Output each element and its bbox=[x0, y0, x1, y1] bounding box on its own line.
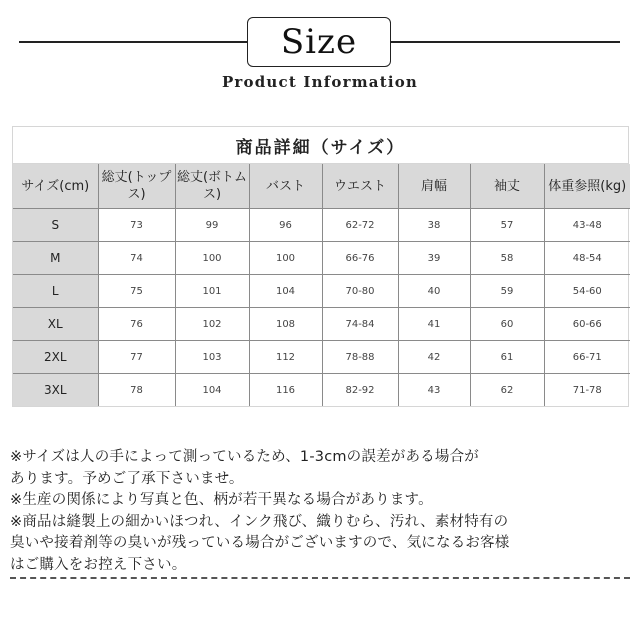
size-label: S bbox=[13, 209, 98, 242]
table-cell: 59 bbox=[470, 275, 544, 308]
table-cell: 101 bbox=[175, 275, 249, 308]
table-cell: 104 bbox=[249, 275, 322, 308]
table-cell: 58 bbox=[470, 242, 544, 275]
size-chart bbox=[13, 164, 630, 406]
header-divider-right bbox=[391, 41, 620, 43]
table-cell: 41 bbox=[398, 308, 470, 341]
table-cell: 54-60 bbox=[544, 275, 630, 308]
column-header: 総丈(トップス) bbox=[98, 164, 175, 209]
table-cell: 60-66 bbox=[544, 308, 630, 341]
table-row bbox=[13, 374, 630, 407]
product-information-subtitle: Product Information bbox=[221, 73, 419, 91]
table-cell: 70-80 bbox=[322, 275, 398, 308]
note-line: あります。予めご了承下さいませ。 bbox=[10, 470, 244, 487]
table-cell: 102 bbox=[175, 308, 249, 341]
table-row bbox=[13, 209, 630, 242]
table-cell: 61 bbox=[470, 341, 544, 374]
size-label: L bbox=[13, 275, 98, 308]
table-cell: 78 bbox=[98, 374, 175, 407]
table-cell: 60 bbox=[470, 308, 544, 341]
table-cell: 39 bbox=[398, 242, 470, 275]
table-cell: 100 bbox=[249, 242, 322, 275]
column-header: ウエスト bbox=[322, 164, 398, 209]
table-cell: 43 bbox=[398, 374, 470, 407]
table-cell: 75 bbox=[98, 275, 175, 308]
table-row bbox=[13, 275, 630, 308]
dashed-divider bbox=[10, 577, 630, 579]
table-header-row bbox=[13, 164, 630, 209]
note-line: ※生産の関係により写真と色、柄が若干異なる場合があります。 bbox=[10, 492, 433, 508]
size-label: 2XL bbox=[13, 341, 98, 374]
size-label: M bbox=[13, 242, 98, 275]
column-header: 体重参照(kg) bbox=[544, 164, 630, 209]
column-header: 肩幅 bbox=[398, 164, 470, 209]
table-cell: 78-88 bbox=[322, 341, 398, 374]
table-cell: 116 bbox=[249, 374, 322, 407]
table-cell: 66-76 bbox=[322, 242, 398, 275]
note-line: ※商品は縫製上の細かいほつれ、インク飛び、織りむら、汚れ、素材特有の bbox=[10, 513, 509, 530]
table-cell: 77 bbox=[98, 341, 175, 374]
table-cell: 74-84 bbox=[322, 308, 398, 341]
table-cell: 66-71 bbox=[544, 341, 630, 374]
table-cell: 96 bbox=[249, 209, 322, 242]
table-cell: 40 bbox=[398, 275, 470, 308]
column-header: 袖丈 bbox=[470, 164, 544, 209]
table-cell: 38 bbox=[398, 209, 470, 242]
table-cell: 103 bbox=[175, 341, 249, 374]
size-label: 3XL bbox=[13, 374, 98, 407]
notes-section bbox=[10, 447, 634, 576]
note-line: はご購入をお控え下さい。 bbox=[10, 556, 187, 573]
table-cell: 62 bbox=[470, 374, 544, 407]
table-row bbox=[13, 341, 630, 374]
table-cell: 112 bbox=[249, 341, 322, 374]
table-cell: 108 bbox=[249, 308, 322, 341]
size-table-title: 商品詳細（サイズ） bbox=[13, 127, 628, 164]
table-cell: 76 bbox=[98, 308, 175, 341]
table-cell: 71-78 bbox=[544, 374, 630, 407]
column-header: 総丈(ボトムス) bbox=[175, 164, 249, 209]
column-header: サイズ(cm) bbox=[13, 164, 98, 209]
table-cell: 99 bbox=[175, 209, 249, 242]
size-title: Size bbox=[280, 22, 358, 62]
header-divider-left bbox=[19, 41, 247, 43]
size-table bbox=[12, 126, 629, 407]
table-cell: 100 bbox=[175, 242, 249, 275]
note-line: ※サイズは人の手によって測っているため、1-3cmの誤差がある場合が bbox=[10, 449, 479, 465]
table-cell: 42 bbox=[398, 341, 470, 374]
table-cell: 73 bbox=[98, 209, 175, 242]
size-label: XL bbox=[13, 308, 98, 341]
table-cell: 74 bbox=[98, 242, 175, 275]
table-row bbox=[13, 242, 630, 275]
table-cell: 62-72 bbox=[322, 209, 398, 242]
table-cell: 43-48 bbox=[544, 209, 630, 242]
column-header: バスト bbox=[249, 164, 322, 209]
table-cell: 57 bbox=[470, 209, 544, 242]
size-title-box bbox=[247, 17, 391, 67]
table-cell: 82-92 bbox=[322, 374, 398, 407]
table-cell: 104 bbox=[175, 374, 249, 407]
table-cell: 48-54 bbox=[544, 242, 630, 275]
table-row bbox=[13, 308, 630, 341]
note-line: 臭いや接着剤等の臭いが残っている場合がございますので、気になるお客様 bbox=[10, 535, 510, 551]
